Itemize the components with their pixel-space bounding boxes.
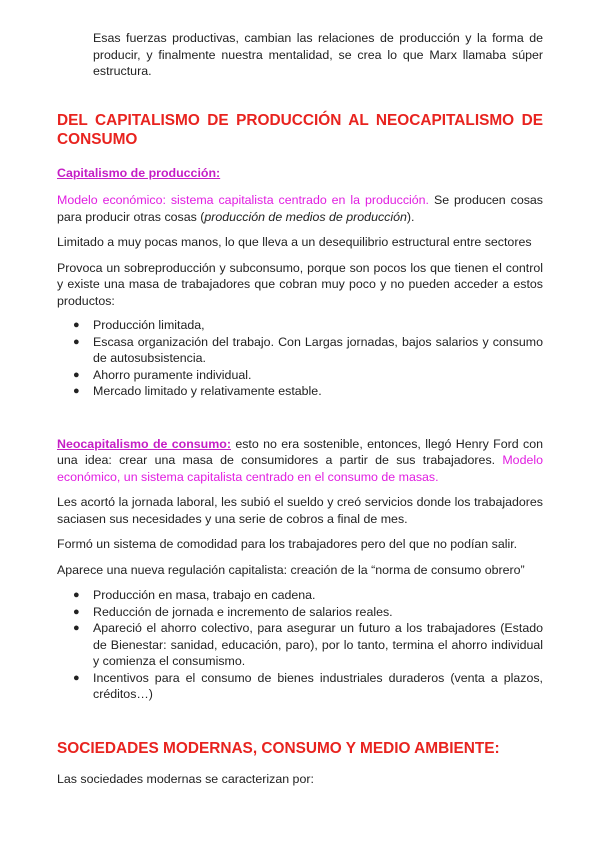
list-item: ● Apareció el ahorro colectivo, para asegurar un futuro a los trabajadores (Estado de Bienestar: sanidad, educación, paro), por lo tanto, termina el ahorro individual y comienza el consumismo. bbox=[73, 621, 543, 668]
paragraph-sobreproduccion: Provoca un sobreproducción y subconsumo, porque son pocos los que tienen el control y existe una masa de trabajadores que cobran muy poco y no pueden acceder a estos productos: bbox=[57, 260, 543, 308]
highlight-text: Modelo económico, un sistema capitalista centrado en el consumo de masas. bbox=[57, 453, 543, 484]
body-text-end: ). bbox=[406, 209, 415, 224]
section-title-sociedades: SOCIEDADES MODERNAS, CONSUMO Y MEDIO AMBIENTE: bbox=[57, 739, 500, 757]
list-item: ● Escasa organización del trabajo. Con Largas jornadas, bajos salarios y consumo de autosubsistencia. bbox=[73, 334, 543, 365]
list-item: ● Producción limitada, bbox=[73, 318, 205, 332]
italic-text: producción de medios de producción bbox=[204, 209, 407, 224]
bullet-icon: ● bbox=[73, 671, 80, 684]
paragraph-jornada: Les acortó la jornada laboral, les subió el sueldo y creó servicios donde los trabajadores saciasen sus necesidades y una serie de cobros a final de mes. bbox=[57, 495, 543, 526]
bullet-icon: ● bbox=[73, 319, 80, 331]
list-item: ● Reducción de jornada e incremento de salarios reales. bbox=[73, 604, 393, 619]
bullet-icon: ● bbox=[73, 335, 80, 348]
paragraph-neocapitalismo bbox=[57, 436, 543, 486]
body-text: Se producen cosas para producir otras cosas ( bbox=[57, 193, 543, 224]
list-item: ● Ahorro puramente individual. bbox=[73, 367, 252, 382]
bullet-icon: ● bbox=[73, 368, 80, 381]
bullet-icon: ● bbox=[73, 622, 80, 634]
intro-paragraph: Esas fuerzas productivas, cambian las relaciones de producción y la forma de producir, y finalmente nuestra mentalidad, se crea lo que Marx llamaba súper estructura. bbox=[93, 31, 543, 78]
paragraph-modelo-economico bbox=[57, 192, 543, 225]
paragraph-regulacion: Aparece una nueva regulación capitalista: creación de la “norma de consumo obrero” bbox=[57, 562, 525, 577]
subheading-neocapitalismo: Neocapitalismo de consumo: bbox=[57, 436, 231, 451]
list-item: ● Mercado limitado y relativamente estable. bbox=[73, 384, 322, 398]
body-text: esto no era sostenible, entonces, llegó Henry Ford con una idea: crear una masa de consumidores a partir de sus trabajadores. bbox=[57, 436, 543, 467]
subheading-capitalismo-produccion bbox=[57, 165, 543, 182]
bullet-icon: ● bbox=[73, 385, 80, 397]
bullet-list-produccion bbox=[57, 317, 543, 400]
bullet-icon: ● bbox=[73, 605, 80, 618]
list-item: ● Producción en masa, trabajo en cadena. bbox=[73, 588, 316, 602]
paragraph-comodidad: Formó un sistema de comodidad para los trabajadores pero del que no podían salir. bbox=[57, 537, 518, 551]
highlight-text: Modelo económico: sistema capitalista centrado en la producción. bbox=[57, 193, 430, 207]
list-item: ● Incentivos para el consumo de bienes industriales duraderos (venta a plazos, créditos…) bbox=[73, 670, 543, 701]
paragraph-sociedades: Las sociedades modernas se caracterizan por: bbox=[57, 771, 314, 786]
bullet-list-consumo bbox=[57, 587, 543, 703]
bullet-icon: ● bbox=[73, 589, 80, 601]
subheading-label: Capitalismo de producción: bbox=[57, 165, 221, 180]
document-page bbox=[57, 30, 543, 787]
paragraph-limitado: Limitado a muy pocas manos, lo que lleva a un desequilibrio estructural entre sectores bbox=[57, 235, 532, 249]
section-title-capitalismo: DEL CAPITALISMO DE PRODUCCIÓN AL NEOCAPITALISMO DE CONSUMO bbox=[57, 111, 543, 148]
